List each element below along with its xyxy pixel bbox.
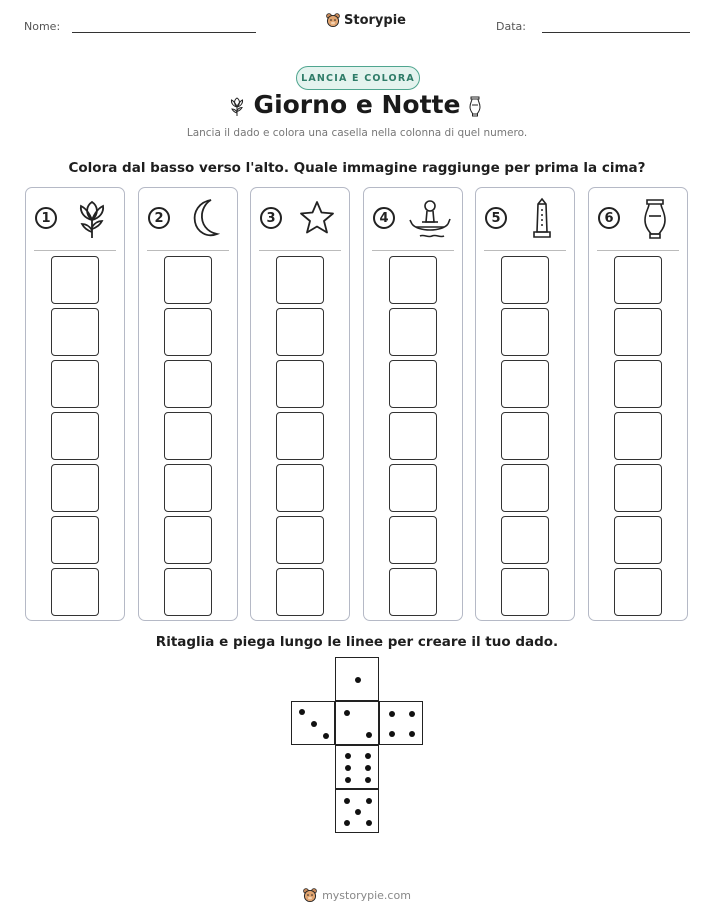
page-subtitle: Lancia il dado e colora una casella nella colonna di quel numero. xyxy=(186,127,528,139)
color-box[interactable] xyxy=(51,256,99,304)
die-pip xyxy=(311,721,317,727)
color-box[interactable] xyxy=(164,360,212,408)
color-box[interactable] xyxy=(614,412,662,460)
color-box[interactable] xyxy=(51,308,99,356)
die-face-3 xyxy=(291,701,335,745)
color-box[interactable] xyxy=(276,256,324,304)
footer-url: mystorypie.com xyxy=(322,889,411,902)
color-box[interactable] xyxy=(276,360,324,408)
brand-logo xyxy=(326,13,406,28)
color-box[interactable] xyxy=(389,308,437,356)
die-face-5 xyxy=(335,789,379,833)
die-face-6 xyxy=(335,745,379,789)
color-box[interactable] xyxy=(614,256,662,304)
activity-badge: LANCIA E COLORA xyxy=(296,66,420,90)
color-box[interactable] xyxy=(501,308,549,356)
coloring-instruction: Colora dal basso verso l'alto. Quale immagine raggiunge per prima la cima? xyxy=(68,160,646,176)
column-number: 6 xyxy=(598,207,620,229)
die-pip xyxy=(366,732,372,738)
column-header xyxy=(26,196,124,244)
color-box[interactable] xyxy=(389,568,437,616)
die-pip xyxy=(365,753,371,759)
color-box[interactable] xyxy=(51,412,99,460)
color-box[interactable] xyxy=(51,360,99,408)
die-pip xyxy=(299,709,305,715)
color-box[interactable] xyxy=(164,256,212,304)
color-box[interactable] xyxy=(276,412,324,460)
color-box[interactable] xyxy=(501,360,549,408)
column-number: 3 xyxy=(260,207,282,229)
column-divider xyxy=(484,250,566,251)
color-box[interactable] xyxy=(614,516,662,564)
die-face-4 xyxy=(379,701,423,745)
column-number: 1 xyxy=(35,207,57,229)
column-number: 4 xyxy=(373,207,395,229)
brand-name: Storypie xyxy=(344,13,406,28)
obelisk-icon xyxy=(520,196,564,240)
color-box[interactable] xyxy=(164,308,212,356)
die-pip xyxy=(366,798,372,804)
column-header xyxy=(589,196,687,244)
die-pip xyxy=(409,711,415,717)
color-box[interactable] xyxy=(614,568,662,616)
column-number: 5 xyxy=(485,207,507,229)
color-box[interactable] xyxy=(164,568,212,616)
color-box[interactable] xyxy=(51,568,99,616)
column-header xyxy=(476,196,574,244)
die-pip xyxy=(344,710,350,716)
die-pip xyxy=(345,765,351,771)
star-icon xyxy=(295,196,339,240)
color-box[interactable] xyxy=(276,308,324,356)
page-title: Giorno e Notte xyxy=(253,90,461,119)
date-label: Data: xyxy=(496,20,526,33)
color-box[interactable] xyxy=(276,464,324,512)
die-pip xyxy=(345,777,351,783)
crescent-moon-icon xyxy=(183,196,227,240)
color-box[interactable] xyxy=(389,360,437,408)
color-box[interactable] xyxy=(51,464,99,512)
column-number: 2 xyxy=(148,207,170,229)
column-header xyxy=(139,196,237,244)
column-divider xyxy=(147,250,229,251)
color-box[interactable] xyxy=(614,360,662,408)
color-box[interactable] xyxy=(389,516,437,564)
column-2 xyxy=(138,187,238,621)
die-pip xyxy=(365,765,371,771)
die-pip xyxy=(344,820,350,826)
column-1 xyxy=(25,187,125,621)
date-line xyxy=(542,32,690,33)
die-pip xyxy=(409,731,415,737)
column-5 xyxy=(475,187,575,621)
column-header xyxy=(364,196,462,244)
column-3 xyxy=(250,187,350,621)
die-pip xyxy=(365,777,371,783)
die-pip xyxy=(389,711,395,717)
bear-logo-icon xyxy=(303,888,317,903)
color-box[interactable] xyxy=(51,516,99,564)
color-box[interactable] xyxy=(614,464,662,512)
column-divider xyxy=(34,250,116,251)
color-box[interactable] xyxy=(501,568,549,616)
color-box[interactable] xyxy=(501,464,549,512)
die-pip xyxy=(355,809,361,815)
name-line xyxy=(72,32,256,33)
color-box[interactable] xyxy=(614,308,662,356)
column-divider xyxy=(597,250,679,251)
bear-logo-icon xyxy=(326,13,340,28)
color-box[interactable] xyxy=(389,256,437,304)
die-pip xyxy=(366,820,372,826)
sun-boat-icon xyxy=(408,196,452,240)
die-face-2 xyxy=(335,701,379,745)
column-4 xyxy=(363,187,463,621)
die-face-1 xyxy=(335,657,379,701)
color-box[interactable] xyxy=(501,516,549,564)
die-pip xyxy=(345,753,351,759)
column-divider xyxy=(372,250,454,251)
color-box[interactable] xyxy=(164,516,212,564)
column-divider xyxy=(259,250,341,251)
color-box[interactable] xyxy=(501,256,549,304)
color-box[interactable] xyxy=(276,568,324,616)
die-pip xyxy=(355,677,361,683)
color-box[interactable] xyxy=(389,412,437,460)
lotus-flower-icon xyxy=(70,196,114,240)
die-pip xyxy=(323,733,329,739)
vase-icon xyxy=(464,90,486,122)
name-label: Nome: xyxy=(24,20,61,33)
die-pip xyxy=(389,731,395,737)
footer xyxy=(0,888,714,903)
column-6 xyxy=(588,187,688,621)
color-box[interactable] xyxy=(164,412,212,460)
die-instruction: Ritaglia e piega lungo le linee per creare il tuo dado. xyxy=(155,634,559,650)
color-box[interactable] xyxy=(501,412,549,460)
vase-icon xyxy=(633,196,677,240)
die-pip xyxy=(344,798,350,804)
color-box[interactable] xyxy=(389,464,437,512)
color-box[interactable] xyxy=(276,516,324,564)
color-box[interactable] xyxy=(164,464,212,512)
column-header xyxy=(251,196,349,244)
